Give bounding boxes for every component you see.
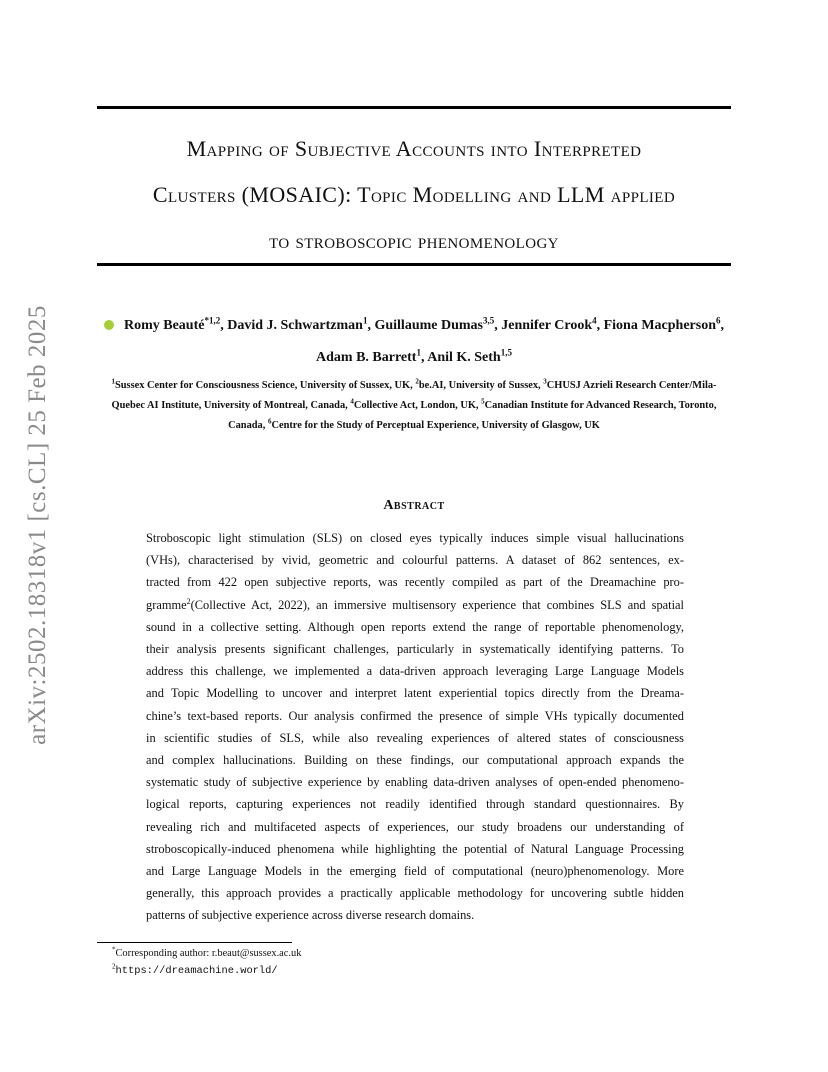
author-affiliation-mark: 4 [592, 315, 597, 326]
orcid-icon[interactable] [104, 320, 114, 330]
abstract-line: stroboscopically-induced phenomena while highlighting the potential of Natural Language Processing [146, 841, 684, 856]
abstract-heading: Abstract [383, 498, 445, 513]
abstract-line: and Topic Modelling to uncover and interpret latent experiential topics directly from the Dreama- [146, 686, 684, 701]
affiliation-text: Centre for the Study of Perceptual Experience, University of Glasgow, UK [271, 420, 600, 431]
author [374, 315, 495, 333]
author [227, 315, 368, 333]
author-name: Fiona Macpherson [603, 318, 716, 333]
abstract-line: patterns of subjective experience across diverse research domains. [146, 908, 475, 923]
title-rule-top [97, 106, 731, 109]
affiliation-mark: 2 [415, 377, 419, 386]
abstract-line-start: gramme [146, 597, 187, 612]
title-line: to stroboscopic phenomenology [269, 228, 559, 253]
abstract-line: systematic study of subjective experience by enabling data-driven analyses of open-ended phenomeno- [146, 775, 684, 790]
affiliation [267, 417, 600, 431]
author [427, 347, 512, 365]
affiliation-list [96, 376, 732, 436]
abstract-line: address this challenge, we implemented a data-driven approach leveraging Large Language Models [146, 664, 684, 679]
arxiv-identifier-stamp [18, 290, 58, 760]
footnote-rule [97, 942, 292, 943]
affiliation-mark: 4 [350, 397, 354, 406]
affiliation-mark: 6 [267, 417, 272, 426]
affiliation-text: Sussex Center for Consciousness Science, University of Sussex, UK, [114, 380, 416, 391]
author-affiliation-mark: 3,5 [482, 315, 495, 326]
author [123, 315, 221, 333]
abstract-line: sound in a collective setting. Although open reports extend the range of reportable phenomenology, [146, 619, 684, 634]
author [603, 315, 721, 333]
author-list: Romy Beauté$^{*1,2}$, David J. Schwartzman$^1$, Guillaume Dumas$^{3,5}$, Jennifer Crook$^4$, Fiona Macpherson$^6$, Adam B. Barrett$^1$, Anil K. Seth$^{1,5}$ [100, 310, 728, 374]
author-affiliation-mark: *1,2 [204, 315, 221, 326]
abstract-line: Stroboscopic light stimulation (SLS) on closed eyes typically induces simple visual hallucinations [146, 531, 684, 545]
author-name: Guillaume Dumas [374, 318, 483, 333]
arxiv-identifier-text: arXiv:2502.18318v1 [cs.CL] 25 Feb 2025 [24, 305, 52, 745]
abstract-line: tracted from 422 open subjective reports, was recently compiled as part of the Dreamachine pro- [146, 575, 684, 590]
title-line: Mapping of Subjective Accounts into Interpreted [186, 136, 642, 161]
abstract-line: generally, this approach provides a practically applicable methodology for uncovering subtle hidden [146, 886, 684, 901]
abstract-line: in scientific studies of SLS, while also revealing experiences of altered states of consciousness [146, 730, 684, 745]
affiliation-text: Canadian Institute for Advanced Research, Toronto, Canada, [228, 400, 717, 431]
affiliation [111, 377, 416, 391]
affiliation [415, 377, 544, 391]
abstract-line: revealing rich and multifaceted aspects of experiences, our study broadens our understanding of [146, 819, 684, 834]
abstract-line-rest: (Collective Act, 2022), an immersive multisensory experience that combines SLS and spatial [190, 597, 684, 612]
author-affiliation-mark: 1 [416, 347, 421, 358]
author [316, 347, 421, 365]
abstract-line: their analysis presents significant challenges, particularly in systematically identifying patterns. To [146, 642, 684, 657]
footnotes [112, 945, 301, 980]
abstract-line: and Large Language Models in the emerging field of computational (neuro)phenomenology. More [146, 864, 684, 879]
abstract-line [146, 594, 684, 616]
abstract-line: and complex hallucinations. Building on these findings, our computational approach expands the [146, 753, 684, 768]
footnote-url [112, 962, 301, 980]
author-affiliation-mark: 6 [716, 315, 721, 326]
footnote-mark: 2 [112, 962, 116, 971]
affiliation-mark: 3 [543, 377, 547, 386]
author-name: David J. Schwartzman [227, 318, 363, 333]
author-affiliation-mark: 1 [362, 315, 368, 326]
affiliation [350, 397, 482, 411]
title-line: Clusters (MOSAIC): Topic Modelling and LLM applied [152, 182, 676, 207]
footnote-link[interactable]: https://dreamachine.world/ [115, 965, 278, 977]
author-affiliation-mark: 1,5 [500, 347, 512, 358]
abstract-line: logical reports, capturing experiences not readily identified through standard questionnaires. By [146, 797, 684, 812]
affiliation-text: Collective Act, London, UK, [353, 400, 482, 411]
author-name: Adam B. Barrett [316, 350, 417, 365]
title-rule-bottom [97, 263, 731, 266]
abstract-body [146, 527, 684, 927]
footnote-ref-link[interactable]: 2 [186, 596, 191, 606]
abstract-line: (VHs), characterised by vivid, geometric and colourful patterns. A dataset of 862 sentences, ex- [146, 553, 684, 568]
footnote-mark: * [112, 945, 116, 954]
affiliation-text: be.AI, University of Sussex, [418, 380, 544, 391]
abstract-line: chine’s text-based reports. Our analysis confirmed the presence of simple VHs typically documented [146, 708, 684, 723]
footnote-corresponding-author [112, 945, 301, 962]
author-name: Jennifer Crook [501, 318, 593, 333]
paper-title [97, 126, 731, 264]
footnote-text[interactable]: Corresponding author: r.beaut@sussex.ac.uk [115, 948, 302, 959]
author [501, 315, 597, 333]
affiliation-text: CHUSJ Azrieli Research Center/Mila-Quebec AI Institute, University of Montreal, Canada, [111, 380, 717, 411]
author-name: Anil K. Seth [427, 350, 501, 365]
affiliation-mark: 1 [111, 377, 115, 386]
author-name: Romy Beauté [123, 318, 205, 333]
affiliation-mark: 5 [481, 397, 485, 406]
